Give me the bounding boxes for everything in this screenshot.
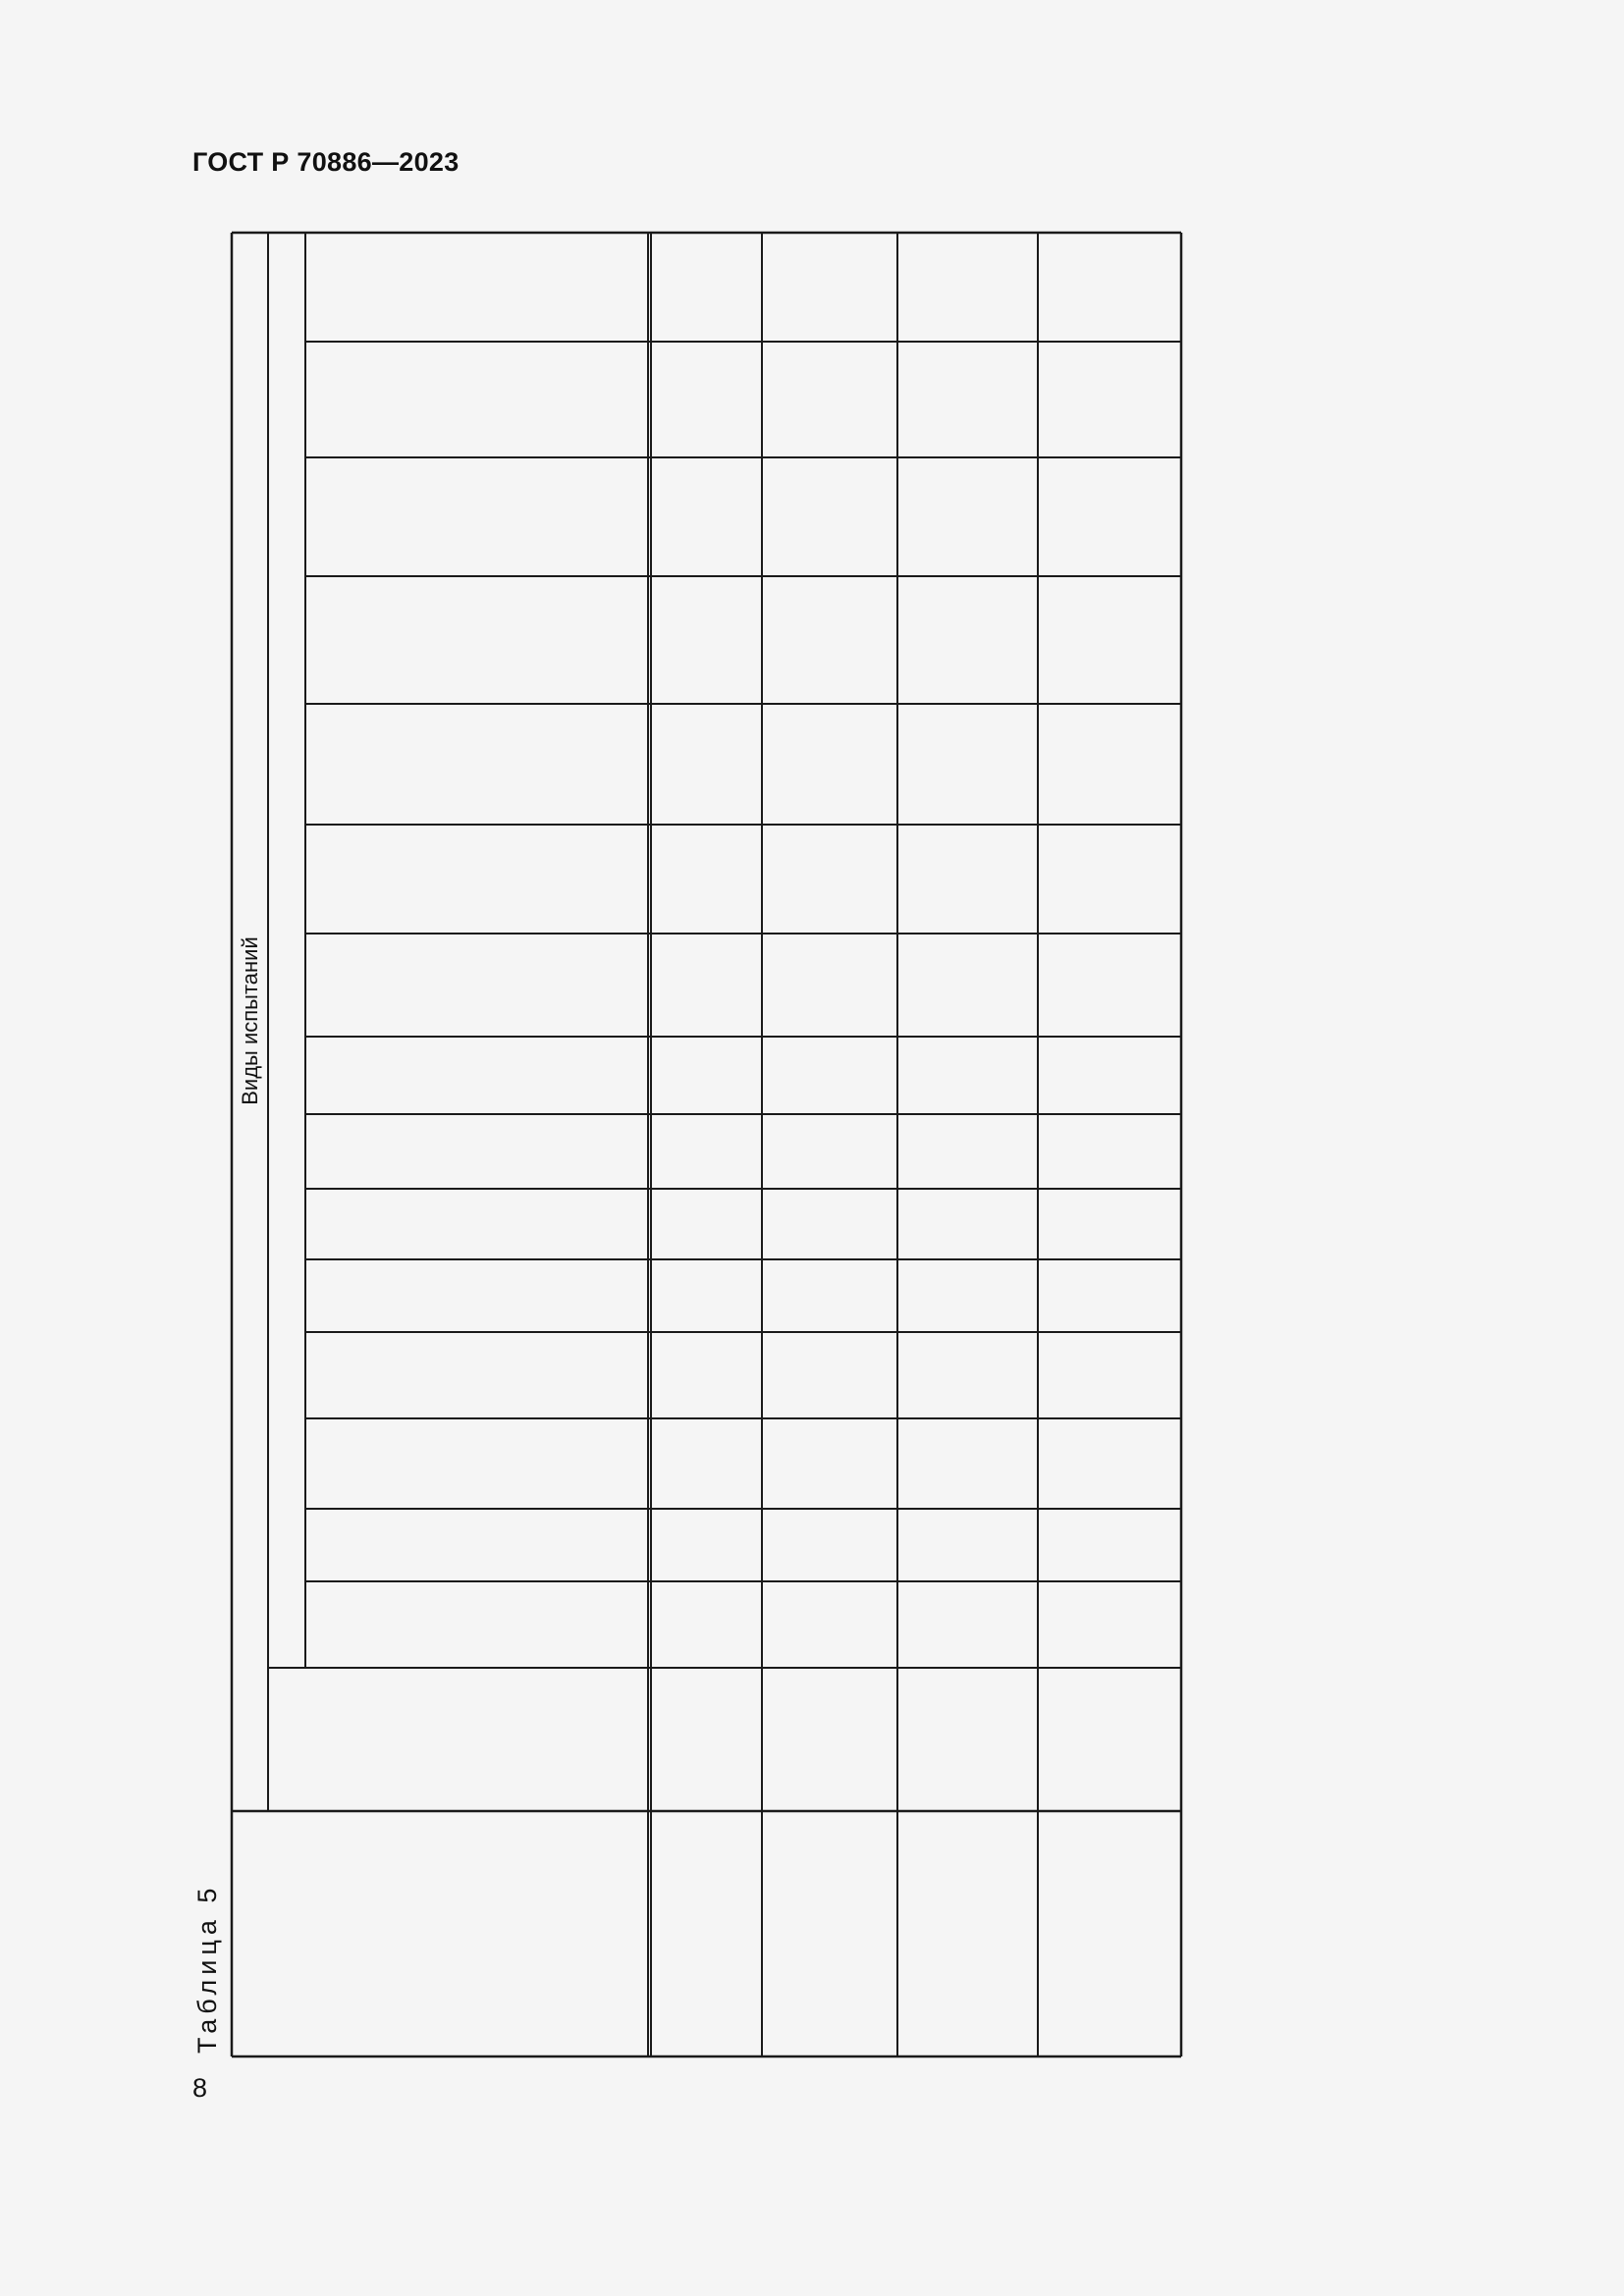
page-number: 8 bbox=[192, 2073, 208, 2103]
table-caption: Таблица 5 bbox=[192, 1883, 222, 2054]
group-label-test-types-line: Виды испытаний bbox=[238, 936, 262, 1105]
document-code-header: ГОСТ Р 70886—2023 bbox=[192, 147, 460, 177]
group-label-test-types bbox=[238, 936, 262, 1105]
